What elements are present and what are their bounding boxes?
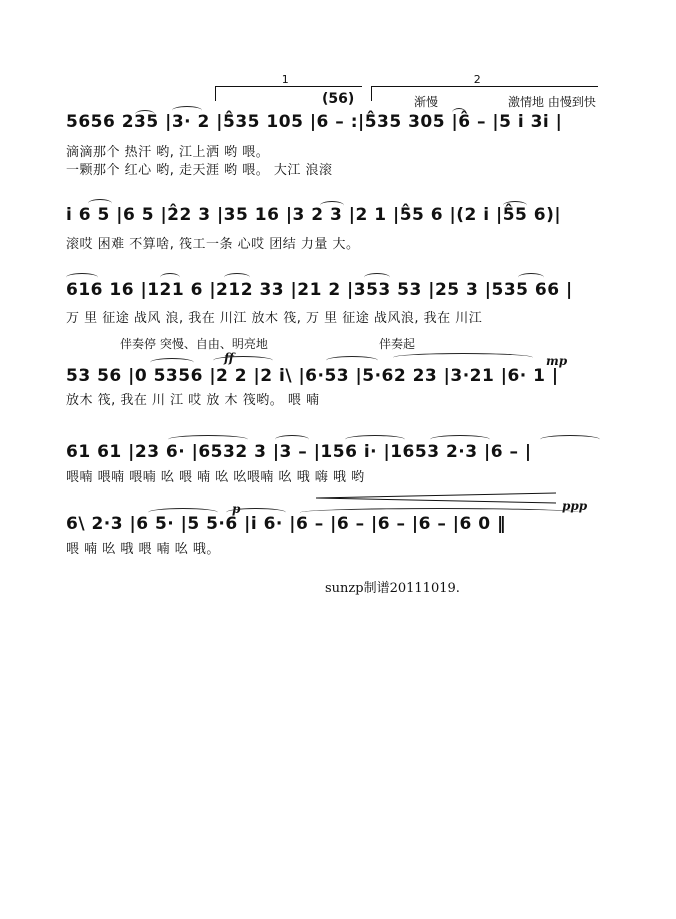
slur [393,353,533,362]
slur [135,110,155,119]
lyrics-row-5 [66,466,611,484]
slur [66,273,98,282]
notation-text: 616 16 |121 6 |212 33 |21 2 |353 53 |25 3 |535 66 | [66,280,573,300]
dynamic-ff: ff [224,351,234,365]
slur [430,435,490,444]
lyric-line: 喂 喃 吆 哦 喂 喃 吆 哦。 [66,542,220,557]
lyrics-row-4 [66,389,611,407]
lyric-line: 滴滴那个 热汗 哟, 江上洒 哟 喂。 [66,145,270,160]
lyric-line: 万 里 征途 战风 浪, 我在 川江 放木 筏, 万 里 征途 战风浪, 我在 川江 [66,311,483,326]
notation-row-6 [66,514,611,538]
notation-text: 61 61 |23 6· |6532 3 |3 – |156 i· |1653 2·3 |6 – | [66,442,532,462]
volta-number-1: 1 [281,73,289,86]
slur [275,435,309,444]
volta-number-2: 2 [473,73,481,86]
slur [88,199,112,208]
lyrics-row-1a [66,141,611,159]
lyric-line: 喂喃 喂喃 喂喃 吆 喂 喃 吆 吆喂喃 吆 哦 嗨 哦 哟 [66,470,365,485]
slur [226,508,286,517]
slur [300,508,580,517]
lyrics-row-1b [66,159,611,177]
notation-row-3 [66,280,611,304]
slur [172,106,202,115]
lyrics-row-3 [66,307,611,325]
dynamic-p: p [232,502,241,516]
slur [364,273,390,282]
tempo-gradually-slow: 渐慢 [414,95,439,109]
tempo-passionate: 激情地 由慢到快 [508,95,596,109]
slur [326,356,378,365]
tempo-accompaniment-start: 伴奏起 [379,337,416,351]
crescendo-wedge [316,492,556,504]
lyrics-row-6 [66,538,611,556]
slur [160,273,180,282]
slur [345,435,405,444]
transcriber-credit: sunzp制谱20111019. [325,581,460,596]
notation-row-4 [66,366,611,390]
slur [540,435,600,444]
lyric-line: 滚哎 困难 不算啥, 筏工一条 心哎 团结 力量 大。 [66,237,360,252]
slur [224,273,250,282]
intro-notes-mark: (56) [322,91,355,107]
slur [452,108,466,117]
slur [150,358,194,367]
lyrics-row-2 [66,233,611,251]
notation-text: 53 56 |0 5356 |2 2 |2 i\ |6·53 |5·62 23 |3·21 |6· 1 | [66,366,559,386]
slur [320,201,344,210]
notation-row-5 [66,442,611,466]
slur [518,273,544,282]
lyric-line: 放木 筏, 我在 川 江 哎 放 木 筏哟。 喂 喃 [66,393,320,408]
slur [503,201,527,210]
tempo-accompaniment-stop: 伴奏停 突慢、自由、明亮地 [120,337,268,351]
slur [213,356,273,365]
dynamic-ppp: ppp [562,499,588,513]
dynamic-mp: mp [546,354,568,368]
slur [148,508,218,517]
slur [168,435,248,444]
lyric-line: 一颗那个 红心 哟, 走天涯 哟 喂。 大江 浪滚 [66,163,333,178]
notation-text: 5656 235 |3· 2 |5̂35 105 |6 – :|5̂35 305 |6̂ – |5 i 3i | [66,112,563,132]
notation-text: 6\ 2·3 |6 5· |5 5·6 |i 6· |6 – |6 – |6 – |6 – |6 0 ‖ [66,514,507,534]
notation-text: i 6 5 |6 5 |2̂2 3 |35 16 |3 2 3 |2 1 |5̂5 6 |(2 i |5̂5 6)| [66,205,562,225]
